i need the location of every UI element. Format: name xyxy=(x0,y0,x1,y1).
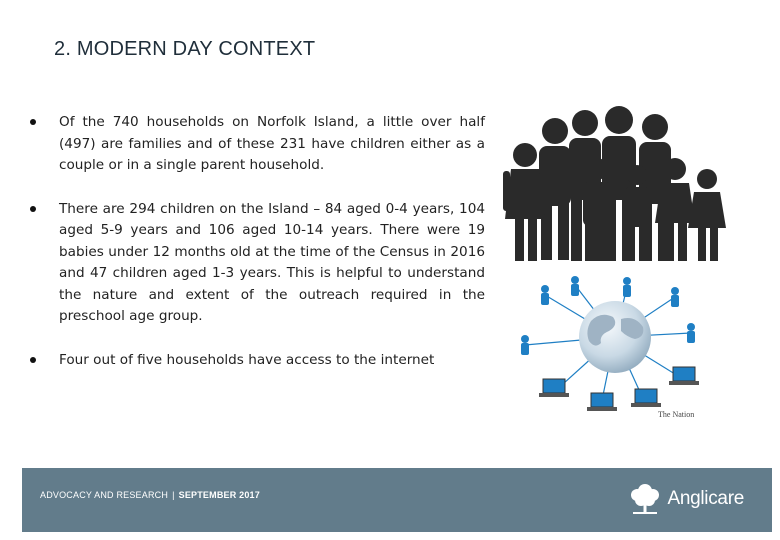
bullet-text: Of the 740 households on Norfolk Island, a little over half (497) are families and of these 231 have children either as a couple or in a single parent household. xyxy=(59,114,485,173)
bullet-dot-icon xyxy=(30,119,36,125)
person-node xyxy=(521,335,529,355)
footer-bar xyxy=(22,468,772,532)
bullet-dot-icon xyxy=(30,206,36,212)
bullet-list xyxy=(30,112,486,393)
bullet-text: There are 294 children on the Island – 84 aged 0-4 years, 104 aged 5-9 years and 106 aged 10-14 years. There were 19 babies under 12 months old at the time of the Census in 2016 and 47 children aged 1-3 years. This is helpful to understand the nature and extent of the outreach required in the preschool age group. xyxy=(59,200,485,324)
tree-logo-icon xyxy=(627,480,663,518)
globe-network-icon xyxy=(505,275,703,423)
image-credit: The Nation xyxy=(658,410,695,419)
brand-logo xyxy=(627,480,744,518)
brand-name: Anglicare xyxy=(667,488,744,509)
person-node xyxy=(571,276,579,296)
laptop-node xyxy=(669,367,699,385)
person-node xyxy=(541,285,549,305)
person-node xyxy=(623,277,631,297)
person-figure xyxy=(688,169,726,261)
laptop-node xyxy=(631,389,661,407)
slide-title: 2. MODERN DAY CONTEXT xyxy=(54,38,316,60)
family-silhouette-icon xyxy=(497,105,729,265)
bullet-item xyxy=(30,112,486,177)
bullet-dot-icon xyxy=(30,357,36,363)
bullet-text: Four out of five households have access to the internet xyxy=(59,351,435,368)
footer-text xyxy=(40,490,260,500)
person-node xyxy=(671,287,679,307)
bullet-item xyxy=(30,350,486,372)
laptop-node xyxy=(587,393,617,411)
laptop-node xyxy=(539,379,569,397)
person-node xyxy=(687,323,695,343)
footer-separator: | xyxy=(172,490,175,500)
bullet-item xyxy=(30,199,486,328)
footer-section-label: ADVOCACY AND RESEARCH xyxy=(40,490,169,500)
footer-date: SEPTEMBER 2017 xyxy=(178,490,260,500)
